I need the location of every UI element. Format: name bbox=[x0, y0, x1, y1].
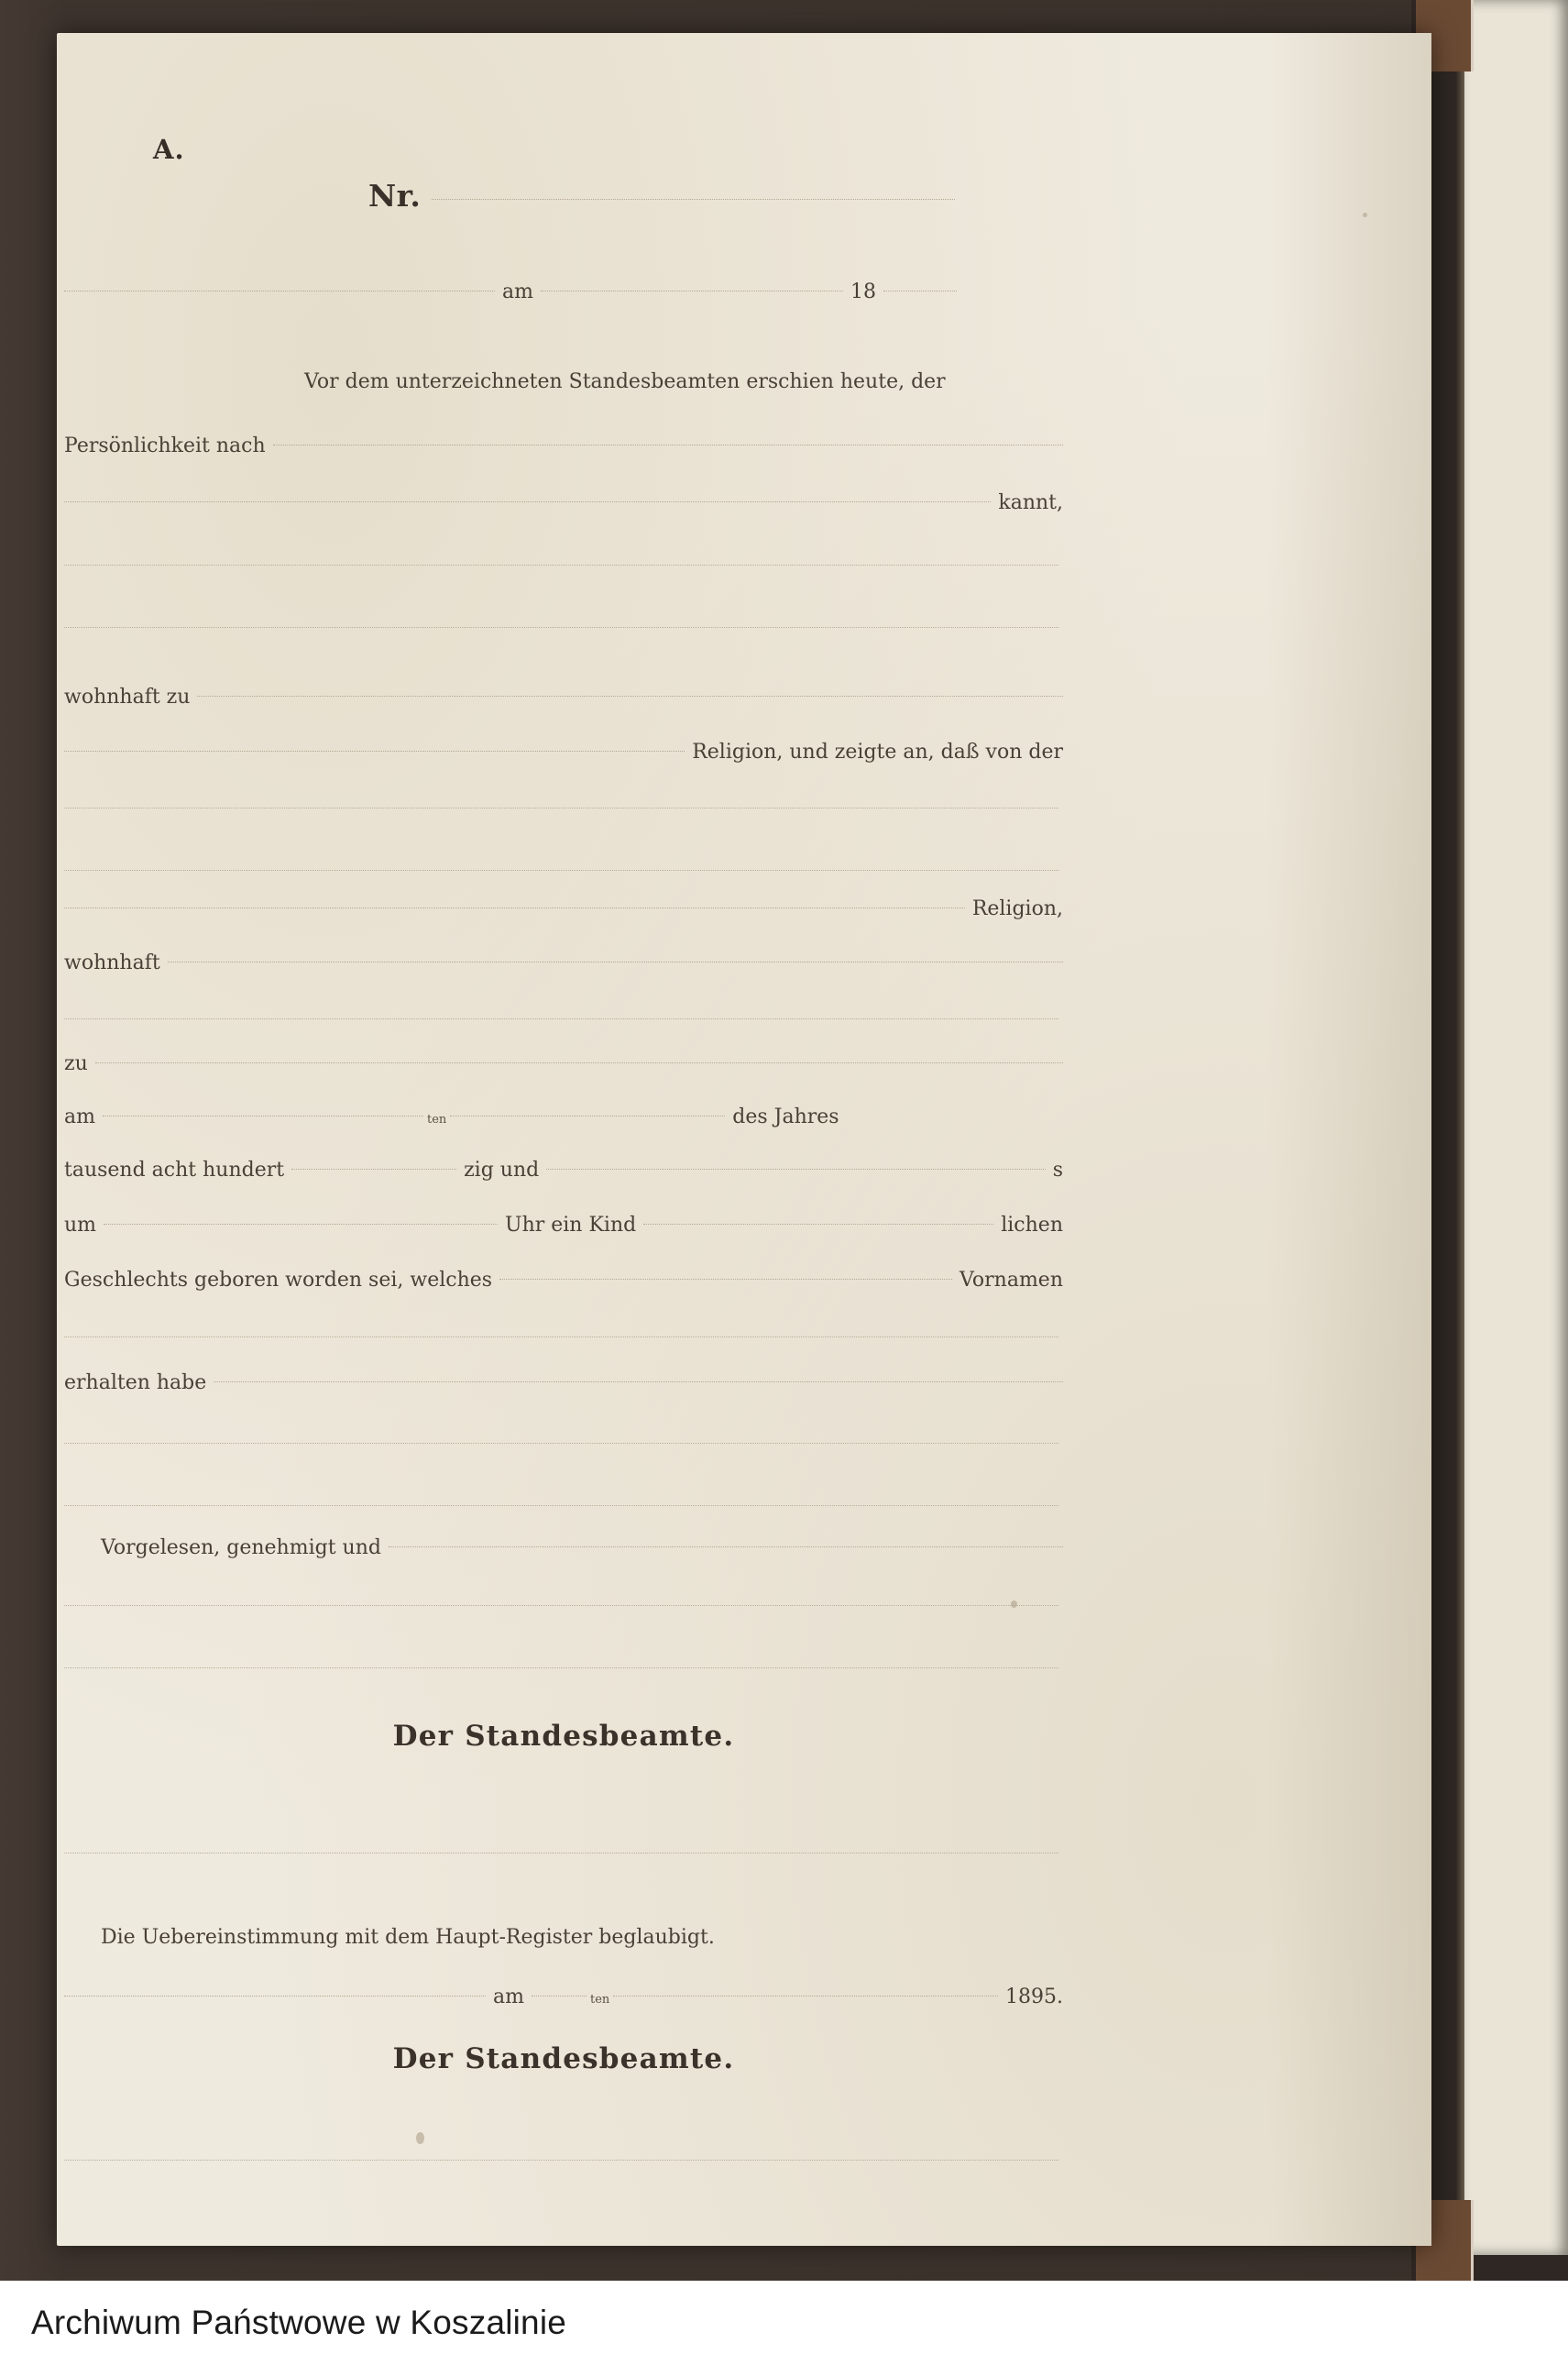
date-year-prefix: 18 bbox=[850, 280, 876, 303]
erhalten-habe-label: erhalten habe bbox=[64, 1371, 207, 1394]
des-jahres-label: des Jahres bbox=[732, 1106, 839, 1128]
date-am-label: am bbox=[502, 280, 533, 303]
cert-am-label: am bbox=[493, 1986, 524, 2008]
blank-rule[interactable] bbox=[64, 870, 1058, 871]
record-number-label: Nr. bbox=[368, 178, 422, 214]
paper-speck bbox=[1363, 213, 1367, 217]
date-blank-middle[interactable] bbox=[541, 291, 843, 292]
residence-label-2: wohnhaft bbox=[64, 952, 160, 974]
signature-line[interactable] bbox=[64, 2160, 1058, 2161]
um-label: um bbox=[64, 1214, 97, 1237]
firstname-blank[interactable] bbox=[499, 1279, 952, 1280]
paper-speck bbox=[1011, 1600, 1017, 1608]
intro-sentence bbox=[304, 370, 953, 393]
blank-rule[interactable] bbox=[64, 1336, 1058, 1337]
blank-rule[interactable] bbox=[64, 627, 1058, 628]
received-row bbox=[64, 1371, 1063, 1394]
residence-row-2 bbox=[64, 952, 1063, 974]
vornamen-label: Vornamen bbox=[959, 1269, 1063, 1292]
section-letter: A. bbox=[153, 134, 185, 165]
ordinal-suffix: ten bbox=[426, 1113, 447, 1127]
zig-und-label: zig und bbox=[464, 1159, 540, 1182]
blank-rule[interactable] bbox=[64, 1018, 1058, 1019]
residence-label: wohnhaft zu bbox=[64, 686, 191, 709]
religion-row-1 bbox=[64, 741, 1063, 764]
registrar-heading-2: Der Standesbeamte. bbox=[392, 2042, 735, 2075]
religion-blank-1[interactable] bbox=[64, 751, 685, 752]
year-words-label: tausend acht hundert bbox=[64, 1159, 285, 1182]
beglaubigt-label: Die Uebereinstimmung mit dem Haupt-Register beglaubigt. bbox=[101, 1926, 715, 1949]
archive-watermark-bar bbox=[0, 2281, 1568, 2365]
vorgelesen-blank[interactable] bbox=[389, 1546, 1063, 1547]
date-row bbox=[64, 280, 1063, 303]
intro-text: Vor dem unterzeichneten Standesbeamten erschien heute, der bbox=[304, 370, 946, 393]
date-blank-left[interactable] bbox=[64, 291, 495, 292]
document-page bbox=[57, 33, 1431, 2246]
zu-blank[interactable] bbox=[95, 1062, 1063, 1063]
residence-blank[interactable] bbox=[197, 696, 1063, 697]
blank-rule[interactable] bbox=[64, 1667, 1058, 1668]
paper-speck bbox=[416, 2132, 424, 2144]
signature-line[interactable] bbox=[64, 1853, 1058, 1854]
religion-label-2: Religion, bbox=[971, 897, 1063, 920]
birth-year-row bbox=[64, 1159, 1063, 1182]
vorgelesen-label: Vorgelesen, genehmigt und bbox=[101, 1536, 381, 1559]
uhr-ein-kind-label: Uhr ein Kind bbox=[505, 1214, 637, 1237]
zu-row bbox=[64, 1052, 1063, 1075]
zu-label: zu bbox=[64, 1052, 88, 1075]
binding-strip bbox=[1455, 0, 1464, 2255]
year-decade-blank[interactable] bbox=[291, 1169, 456, 1170]
gender-row bbox=[64, 1269, 1063, 1292]
birth-date-row bbox=[64, 1106, 1063, 1128]
identity-row bbox=[64, 434, 1063, 457]
erhalten-blank[interactable] bbox=[214, 1381, 1063, 1382]
known-row bbox=[64, 491, 1063, 514]
known-blank[interactable] bbox=[64, 501, 991, 502]
religion-row-2 bbox=[64, 897, 1063, 920]
archive-watermark-text: Archiwum Państwowe w Koszalinie bbox=[31, 2304, 567, 2341]
registrar-heading-1: Der Standesbeamte. bbox=[392, 1720, 735, 1753]
known-label: kannt, bbox=[998, 491, 1063, 514]
time-blank[interactable] bbox=[104, 1224, 498, 1225]
adjacent-page bbox=[1463, 0, 1568, 2255]
cert-ordinal-suffix: ten bbox=[589, 1993, 610, 2007]
read-approved-row bbox=[101, 1536, 1063, 1559]
cert-year: 1895. bbox=[1005, 1986, 1063, 2008]
certification-text bbox=[101, 1926, 722, 1949]
page-showthrough bbox=[57, 33, 1431, 2246]
religion-label-1: Religion, und zeigte an, daß von der bbox=[692, 741, 1063, 764]
year-unit-blank[interactable] bbox=[546, 1169, 1045, 1170]
geschlechts-label: Geschlechts geboren worden sei, welches bbox=[64, 1269, 493, 1292]
date-blank-year[interactable] bbox=[883, 291, 957, 292]
identity-label: Persönlichkeit nach bbox=[64, 434, 266, 457]
identity-blank[interactable] bbox=[273, 445, 1063, 446]
blank-rule[interactable] bbox=[64, 1505, 1058, 1506]
certification-date-row bbox=[64, 1986, 1063, 2008]
blank-rule[interactable] bbox=[64, 565, 1058, 566]
residence-row bbox=[64, 686, 1063, 709]
gender-blank[interactable] bbox=[643, 1224, 993, 1225]
birth-time-row bbox=[64, 1214, 1063, 1237]
year-suffix: s bbox=[1052, 1159, 1063, 1182]
record-number-row bbox=[368, 178, 955, 214]
blank-rule[interactable] bbox=[64, 1605, 1058, 1606]
lichen-label: lichen bbox=[1001, 1214, 1063, 1237]
blank-rule[interactable] bbox=[64, 1443, 1058, 1444]
birth-am-label: am bbox=[64, 1106, 95, 1128]
record-number-blank[interactable] bbox=[432, 199, 955, 200]
